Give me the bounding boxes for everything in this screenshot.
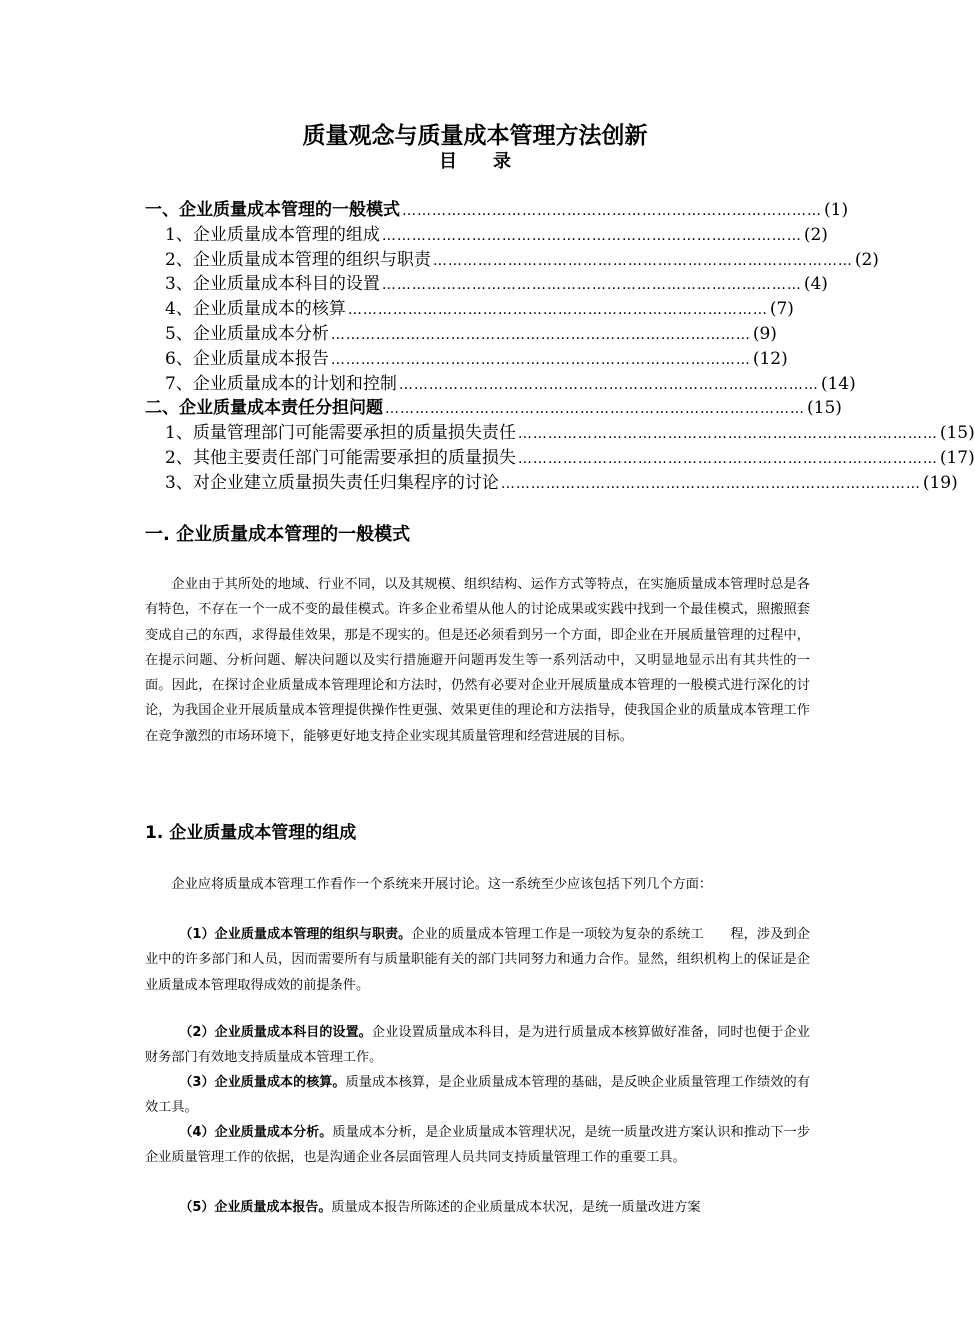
toc-entry: [145, 421, 975, 446]
toc-leader-dots: …………………………………………………………………………: [398, 376, 819, 393]
toc-leader-dots: …………………………………………………………………………: [381, 227, 802, 244]
toc-entry-page: (15): [807, 398, 842, 419]
toc-entry: [145, 446, 975, 471]
toc-entry-title: 5、企业质量成本分析: [165, 323, 329, 344]
section-heading: 一. 企业质量成本管理的一般模式: [145, 524, 411, 545]
toc-leader-dots: …………………………………………………………………………: [347, 302, 768, 319]
toc-entry: [145, 471, 958, 496]
toc-entry-title: 6、企业质量成本报告: [165, 348, 329, 369]
toc-leader-dots: …………………………………………………………………………: [330, 351, 751, 368]
toc-entry-title: 1、质量管理部门可能需要承担的质量损失责任: [165, 423, 516, 444]
list-item-text: 企业的质量成本管理工作是一项较为复杂的系统工 程，涉及到企业中的许多部门和人员，因而需要所有与质量职能有关的部门共同努力和通力合作。显然，组织机构上的保证是企业质量成本管理取得成效的前提条件。: [145, 927, 810, 993]
toc-heading: 目 录: [439, 151, 511, 172]
toc-entry-page: (19): [922, 472, 958, 493]
list-item: [145, 922, 810, 998]
list-item-title: （3）企业质量成本的核算。: [179, 1075, 346, 1090]
toc-entry-page: (14): [820, 373, 856, 394]
toc-entry: [145, 372, 856, 397]
toc-entry-title: 2、企业质量成本管理的组织与职责: [165, 249, 431, 270]
list-item: [145, 1195, 810, 1220]
toc-entry: [145, 297, 794, 322]
toc-entry-page: (12): [752, 348, 788, 369]
list-item-text: 企业设置质量成本科目，是为进行质量成本核算做好准备，同时也便于企业财务部门有效地支持质量成本管理工作。: [145, 1025, 810, 1066]
list-item-title: （1）企业质量成本管理的组织与职责。: [179, 927, 412, 942]
toc-entry: [145, 198, 849, 223]
toc-entry-title: 4、企业质量成本的核算: [165, 299, 346, 320]
toc-entry-title: 一、企业质量成本管理的一般模式: [145, 200, 400, 220]
toc-entry-title: 2、其他主要责任部门可能需要承担的质量损失: [165, 447, 516, 468]
toc-entry-page: (2): [854, 249, 879, 270]
toc-leader-dots: …………………………………………………………………………: [402, 203, 822, 219]
toc-leader-dots: …………………………………………………………………………: [385, 401, 805, 418]
toc-leader-dots: …………………………………………………………………………: [517, 450, 938, 467]
toc-leader-dots: …………………………………………………………………………: [500, 475, 921, 492]
toc-entry-page: (15): [939, 423, 975, 444]
toc-entry-title: 7、企业质量成本的计划和控制: [165, 373, 397, 394]
toc-entry-title: 二、企业质量成本责任分担问题: [145, 398, 383, 419]
toc-leader-dots: …………………………………………………………………………: [432, 252, 853, 269]
toc-leader-dots: …………………………………………………………………………: [517, 426, 938, 443]
list-item: [145, 1020, 810, 1071]
toc-entry-page: (17): [939, 447, 975, 468]
toc-entry-page: (1): [824, 200, 849, 220]
toc-entry-page: (9): [752, 323, 777, 344]
table-of-contents: [145, 198, 975, 496]
list-item: [145, 1120, 810, 1171]
toc-entry-title: 3、对企业建立质量损失责任归集程序的讨论: [165, 472, 499, 493]
toc-entry: [145, 396, 842, 421]
toc-entry: [145, 347, 788, 372]
list-item-text: 质量成本核算，是企业质量成本管理的基础，是反映企业质量管理工作绩效的有效工具。: [145, 1075, 811, 1116]
toc-entry: [145, 322, 777, 347]
toc-entry: [145, 272, 828, 297]
section-paragraph: 企业由于其所处的地域、行业不同，以及其规模、组织结构、运作方式等特点，在实施质量成本管理时总是各有特色，不存在一个一成不变的最佳模式。许多企业希望从他人的讨论成果或实践中找到一个最佳模式，照搬照套变成自己的东西，求得最佳效果，那是不现实的。但是还必须看到另一个方面，即企业在开展质量管理的过程中，在提示问题、分析问题、解决问题以及实行措施避开问题再发生等一系列活动中，又明显地显示出有其共性的一面。因此，在探讨企业质量成本管理理论和方法时，仍然有必要对企业开展质量成本管理的一般模式进行深化的讨论，为我国企业开展质量成本管理提供操作性更强、效果更佳的理论和方法指导，使我国企业的质量成本管理工作在竞争激烈的市场环境下，能够更好地支持企业实现其质量管理和经营进展的目标。: [145, 577, 810, 744]
toc-entry-title: 3、企业质量成本科目的设置: [165, 274, 380, 295]
list-item-title: （2）企业质量成本科目的设置。: [179, 1025, 372, 1040]
toc-entry-title: 1、企业质量成本管理的组成: [165, 224, 380, 245]
list-item-text: 质量成本报告所陈述的企业质量成本状况，是统一质量改进方案: [331, 1200, 701, 1215]
toc-entry-page: (7): [769, 299, 794, 320]
subsection-intro: 企业应将质量成本管理工作看作一个系统来开展讨论。这一系统至少应该包括下列几个方面：: [171, 877, 713, 892]
toc-leader-dots: …………………………………………………………………………: [381, 277, 802, 294]
list-item-title: （5）企业质量成本报告。: [179, 1200, 332, 1215]
toc-entry-page: (2): [803, 224, 828, 245]
list-item-title: （4）企业质量成本分析。: [179, 1125, 333, 1140]
toc-entry-page: (4): [803, 274, 828, 295]
toc-leader-dots: …………………………………………………………………………: [330, 326, 751, 343]
toc-entry: [145, 223, 828, 248]
document-title: 质量观念与质量成本管理方法创新: [302, 123, 648, 149]
list-item-text: 质量成本分析，是企业质量成本管理状况，是统一质量改进方案认识和推动下一步企业质量管理工作的依据，也是沟通企业各层面管理人员共同支持质量管理工作的重要工具。: [145, 1125, 811, 1166]
subsection-heading: 1. 企业质量成本管理的组成: [145, 823, 357, 843]
list-item: [145, 1070, 810, 1121]
toc-entry: [145, 248, 879, 273]
